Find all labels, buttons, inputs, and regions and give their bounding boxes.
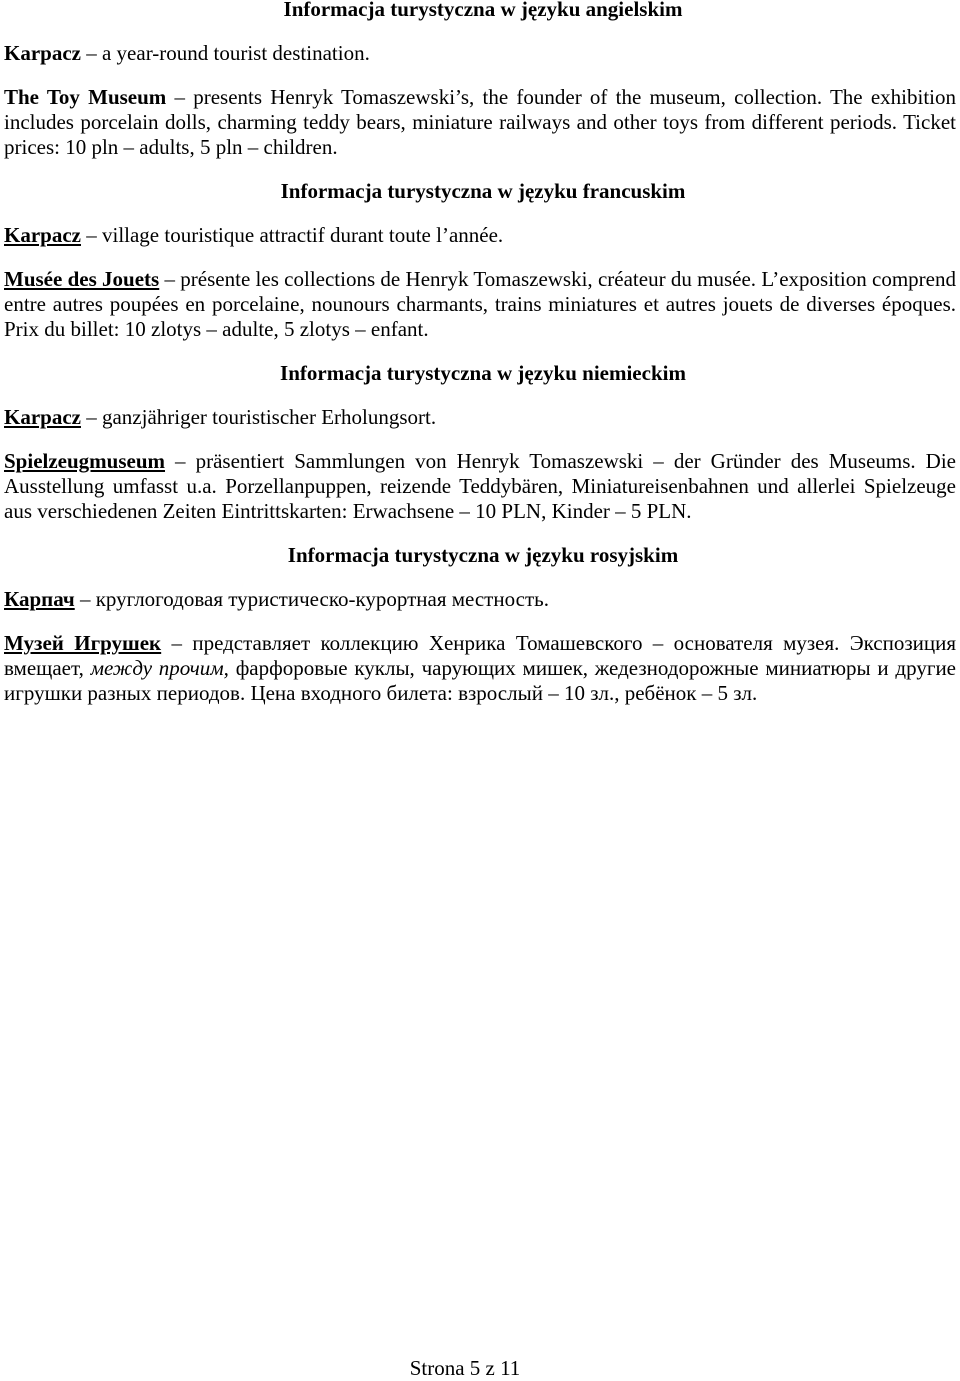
town-desc-german: – ganzjähriger touristischer Erholungsort. xyxy=(80,405,437,429)
town-line-german xyxy=(4,405,956,430)
section-russian xyxy=(4,543,956,706)
town-desc-french: – village touristique attractif durant toute l’année. xyxy=(80,223,504,247)
town-line-french xyxy=(4,223,956,248)
museum-text-french: – présente les collections de Henryk Tomaszewski, créateur du musée. L’exposition comprend entre autres poupées en porcelaine, nounours charmants, trains miniatures et autres jouets de diverses époques. Prix du billet: 10 zlotys – adulte, 5 zlotys – enfant. xyxy=(4,267,956,341)
town-desc-russian: – круглогодовая туристическо-курортная местность. xyxy=(74,587,549,611)
museum-name-russian: Музей Игрушек xyxy=(4,631,162,655)
museum-paragraph-german xyxy=(4,449,956,524)
section-french xyxy=(4,179,956,342)
section-english xyxy=(4,0,956,160)
museum-name-english: The Toy Museum xyxy=(4,85,167,109)
museum-text-russian-a: – представляет коллекцию Хенрика Томашевского – основателя музея. Экспозиция вмещает, xyxy=(4,631,957,680)
town-name-russian: Карпач xyxy=(4,587,75,611)
museum-paragraph-english xyxy=(4,85,956,160)
museum-text-english: – presents Henryk Tomaszewski’s, the founder of the museum, collection. The exhibition includes porcelain dolls, charming teddy bears, miniature railways and other toys from different periods. Ticket prices: 10 pln – adults, 5 pln – children. xyxy=(4,85,956,159)
museum-name-french: Musée des Jouets xyxy=(4,267,160,291)
town-line-english xyxy=(4,41,956,66)
heading-english: Informacja turystyczna w języku angielskim xyxy=(283,0,683,21)
heading-german: Informacja turystyczna w języku niemieckim xyxy=(280,361,686,385)
town-desc-english: – a year-round tourist destination. xyxy=(80,41,370,65)
museum-text-russian-italic: между прочим, xyxy=(90,656,229,680)
museum-text-russian-b: фарфоровые куклы, чарующих мишек, жедезнодорожные миниатюры и другие игрушки разных периодов. Цена входного билета: взрослый – 10 зл., ребёнок – 5 зл. xyxy=(4,656,957,705)
museum-paragraph-french xyxy=(4,267,956,342)
page-number-footer: Strona 5 z 11 xyxy=(409,1356,521,1380)
museum-text-german: – präsentiert Sammlungen von Henryk Tomaszewski – der Gründer des Museums. Die Ausstellung umfasst u.a. Porzellanpuppen, reizende Teddybären, Miniatureisenbahnen und allerlei Spielzeuge aus verschiedenen Zeiten Eintrittskarten: Erwachsene – 10 PLN, Kinder – 5 PLN. xyxy=(4,449,956,523)
town-name-english: Karpacz xyxy=(4,41,81,65)
town-name-german: Karpacz xyxy=(4,405,81,429)
museum-paragraph-russian xyxy=(4,631,956,706)
section-german xyxy=(4,361,956,524)
heading-russian: Informacja turystyczna w języku rosyjskim xyxy=(287,543,679,567)
town-line-russian xyxy=(4,587,956,612)
museum-name-german: Spielzeugmuseum xyxy=(4,449,166,473)
town-name-french: Karpacz xyxy=(4,223,81,247)
heading-french: Informacja turystyczna w języku francuskim xyxy=(280,179,686,203)
